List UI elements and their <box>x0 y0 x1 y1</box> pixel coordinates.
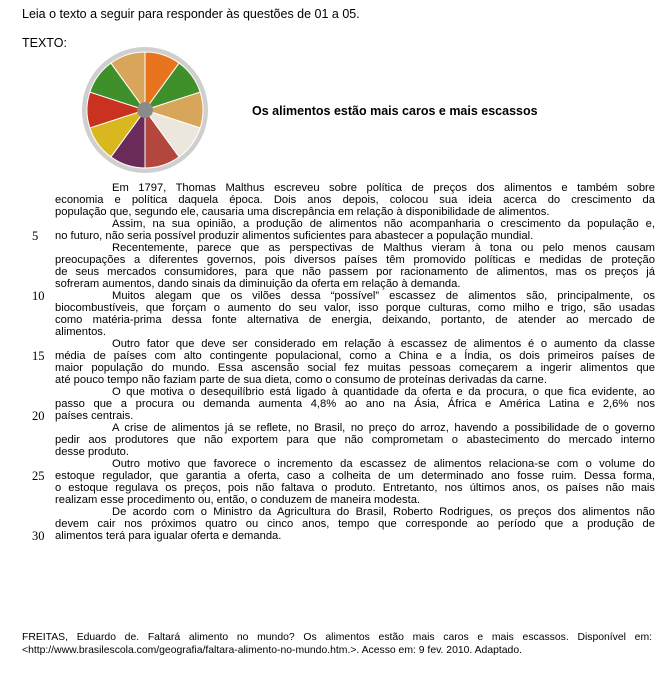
citation-url-line: <http://www.brasilescola.com/geografia/faltara-alimento-no-mundo.htm.>. Acesso em: 9 fev. 2010. Adaptado. <box>22 645 522 656</box>
text-line <box>22 482 658 494</box>
line-text: Muitos alegam que os vilões dessa “possível” escassez de alimentos são, principalmente, os <box>112 290 655 302</box>
line-text: população que, segundo ele, causaria uma discrepância em relação à disponibilidade de alimentos. <box>55 206 550 218</box>
text-line <box>22 470 658 482</box>
line-number: 15 <box>32 349 45 363</box>
line-text: média de países com alto contingente populacional, como a China e a Índia, os dois primeiros países de <box>55 350 655 362</box>
line-text: pedir aos produtores que não exportem para que não comprometam o abastecimento do mercado interno <box>55 434 655 446</box>
text-line <box>22 362 658 374</box>
text-line <box>22 350 658 362</box>
line-text: países centrais. <box>55 410 134 422</box>
text-line <box>22 266 658 278</box>
line-text: passo que a procura ou demanda aumenta 4,8% ao ano na Ásia, África e América Latina e 2,6% nos <box>55 398 655 410</box>
line-text: sofreram aumentos, dando sinais da diminuição da oferta em relação à demanda. <box>55 278 461 290</box>
text-line <box>22 386 658 398</box>
source-citation <box>22 631 652 657</box>
line-text: biocombustíveis, que forçam o aumento do seu valor, isso porque culturas, como milho e trigo, são usadas <box>55 302 655 314</box>
line-text: Outro motivo que favorece o incremento da escassez de alimentos relaciona-se com o volume do <box>112 458 655 470</box>
line-text: devem cair nos próximos quatro ou cinco anos, tempo que corresponde ao período que a produção de <box>55 518 655 530</box>
line-text: O que motiva o desequilíbrio está ligado à quantidade da oferta e da procura, o que fica evidente, ao <box>112 386 655 398</box>
line-text: o estoque regulava os preços, pois não faltava o produto. Entretanto, nos últimos anos, os países não mais <box>55 482 655 494</box>
text-line <box>22 530 658 542</box>
line-number: 30 <box>32 529 45 543</box>
line-number: 20 <box>32 409 45 423</box>
line-number: 10 <box>32 289 45 303</box>
text-line <box>22 422 658 434</box>
line-text: economia e política daquela época. Dois anos depois, colocou sua ideia acerca do crescimento da <box>55 194 655 206</box>
line-text: como matéria-prima dessa fonte alternativa de energia, deixando, portanto, de atender ao mercado de <box>55 314 655 326</box>
text-line <box>22 518 658 530</box>
food-plate-image <box>81 46 209 174</box>
text-line <box>22 374 658 386</box>
line-text: alimentos. <box>55 326 106 338</box>
line-text: preocupações a diferentes governos, pois diversos países têm promovido políticas e medidas de proteção <box>55 254 655 266</box>
line-text: no futuro, não seria possível produzir alimentos suficientes para abastecer a população mundial. <box>55 230 534 242</box>
text-line <box>22 314 658 326</box>
text-line <box>22 218 658 230</box>
line-text: alimentos terá para igualar oferta e demanda. <box>55 530 282 542</box>
line-text: Assim, na sua opinião, a produção de alimentos não acompanharia o crescimento da população e, <box>112 218 655 230</box>
line-text: Em 1797, Thomas Malthus escreveu sobre política de preços dos alimentos e também sobre <box>112 182 655 194</box>
text-line <box>22 398 658 410</box>
text-line <box>22 302 658 314</box>
line-text: A crise de alimentos já se reflete, no Brasil, no preço do arroz, havendo a possibilidade de o governo <box>112 422 655 434</box>
text-line <box>22 194 658 206</box>
line-text: estoque regulador, que garantia a oferta, caso a colheita de um determinado ano fosse ruim. Dessa forma, <box>55 470 655 482</box>
text-line <box>22 254 658 266</box>
article-body <box>22 182 658 542</box>
line-text: desse produto. <box>55 446 130 458</box>
line-number: 25 <box>32 469 45 483</box>
text-line <box>22 206 658 218</box>
line-text: Recentemente, parece que as perspectivas de Malthus vieram à tona ou pelo menos causam <box>112 242 655 254</box>
text-line <box>22 434 658 446</box>
line-text: De acordo com o Ministro da Agricultura do Brasil, Roberto Rodrigues, os preços dos alimentos não <box>112 506 655 518</box>
text-line <box>22 326 658 338</box>
line-text: Outro fator que deve ser considerado em relação à escassez de alimentos é o aumento da classe <box>112 338 655 350</box>
instructions-text: Leia o texto a seguir para responder às questões de 01 a 05. <box>22 7 360 21</box>
text-line <box>22 242 658 254</box>
line-text: de seus mercados consumidores, para que não passem por racionamento de alimentos, mas os preços já <box>55 266 655 278</box>
text-line <box>22 494 658 506</box>
text-line <box>22 278 658 290</box>
text-line <box>22 446 658 458</box>
text-line <box>22 230 658 242</box>
text-label: TEXTO: <box>22 36 67 50</box>
article-title: Os alimentos estão mais caros e mais escassos <box>252 104 538 118</box>
plate-center <box>137 102 153 118</box>
text-line <box>22 182 658 194</box>
line-text: realizam esse procedimento ou, então, o conduzem de maneira modesta. <box>55 494 421 506</box>
text-line <box>22 458 658 470</box>
line-text: até pouco tempo não faziam parte de sua dieta, como o consumo de proteínas derivadas da carne. <box>55 374 547 386</box>
text-line <box>22 290 658 302</box>
line-number: 5 <box>32 229 39 243</box>
text-line <box>22 338 658 350</box>
line-text: maior população do mundo. Essa ascensão social fez muitas pessoas começarem a ingerir alimentos que <box>55 362 655 374</box>
text-line <box>22 410 658 422</box>
citation-line-1: FREITAS, Eduardo de. Faltará alimento no mundo? Os alimentos estão mais caros e mais escassos. Disponível em: <box>22 632 652 643</box>
text-line <box>22 506 658 518</box>
